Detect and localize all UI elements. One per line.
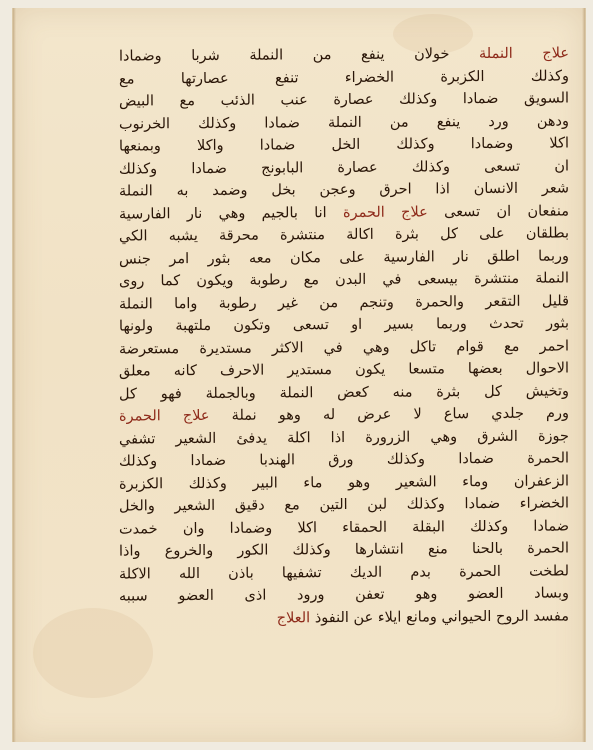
- manuscript-line: [119, 447, 569, 473]
- text-run: جوزة الشرق وهي الزرورة اذا اكلة يدفئ الشعير تشفي: [118, 427, 570, 448]
- manuscript-line: [119, 200, 569, 226]
- manuscript-line: [119, 402, 569, 428]
- text-run: ان تسعى وكذلك عصارة البابونج ضمادا وكذلك: [118, 157, 570, 178]
- text-run: خولان ينفع من النملة شربا وضمادا: [118, 46, 480, 65]
- manuscript-page: [12, 8, 586, 742]
- text-run: لطخت الحمرة بدم الديك تشفيها باذن الله الاكلة: [118, 562, 570, 583]
- manuscript-line: [119, 582, 569, 608]
- manuscript-text-block: [119, 44, 569, 629]
- rubric-heading: علاج النملة: [478, 45, 570, 63]
- text-run: وتخيش كل بثرة منه كعض النملة وبالجملة فهو كل: [118, 382, 570, 403]
- manuscript-line: [119, 87, 569, 113]
- manuscript-line: [119, 132, 569, 158]
- text-run: وكذلك الكزبرة الخضراء تنفع عصارتها مع: [118, 67, 570, 88]
- manuscript-line: [119, 110, 569, 136]
- text-run: بطلقان على كل بثرة اكالة منتشرة محرقة يشبه الكي: [118, 225, 570, 245]
- text-run: النملة منتشرة بيسعى في البدن مع رطوبة ويكون كما روى: [118, 270, 570, 290]
- manuscript-line: [119, 605, 569, 631]
- manuscript-line: [119, 177, 569, 203]
- text-run: وربما اطلق نار الفارسية على مكان معه بثور امر جنس: [118, 247, 570, 268]
- text-run: الحمرة بالحنا منع انتشارها وكذلك الكور والخروع واذا: [118, 540, 570, 560]
- text-run: السويق ضمادا وكذلك عصارة عنب الذئب مع البيض: [118, 90, 570, 110]
- manuscript-line: [119, 65, 569, 91]
- rubric-heading: العلاج: [276, 609, 311, 626]
- manuscript-line: [119, 470, 569, 496]
- text-run: الزعفران وماء الشعير وهو ماء البير وكذلك الكزبرة: [118, 472, 570, 493]
- manuscript-line: [119, 537, 569, 563]
- text-run: بثور تحدث وربما بسير او تسعى وتكون ملتهبة ولونها: [118, 315, 570, 335]
- text-run: شعر الانسان اذا احرق وعجن بخل وضمد به النملة: [118, 180, 570, 200]
- manuscript-line: [119, 155, 569, 181]
- manuscript-line: [119, 290, 569, 316]
- text-run: الخضراء ضمادا وكذلك لبن التين مع دقيق الشعير والخل: [118, 495, 570, 515]
- page-edge-right: [582, 8, 585, 742]
- text-run: منفعان ان تسعى: [427, 202, 570, 220]
- text-run: ودهن ورد ينفع من النملة ضمادا وكذلك الخرنوب: [118, 112, 570, 133]
- text-run: مفسد الروح الحيواني ومانع ايلاء عن النفوذ: [310, 607, 570, 626]
- text-run: الاحوال بعضها متسعا يكون مستدير الاحرف كانه معلق: [118, 360, 570, 380]
- manuscript-line: [119, 335, 569, 361]
- manuscript-line: [119, 357, 569, 383]
- manuscript-line: [119, 222, 569, 248]
- page-edge-left: [13, 8, 16, 742]
- manuscript-line: [119, 515, 569, 541]
- text-run: وبساد العضو وهو تعفن ورود اذى العضو سببه: [118, 585, 570, 605]
- manuscript-line: [119, 312, 569, 338]
- manuscript-line: [119, 245, 569, 271]
- manuscript-line: [119, 267, 569, 293]
- manuscript-line: [119, 492, 569, 518]
- manuscript-line: [119, 42, 569, 68]
- text-run: الحمرة ضمادا وكذلك ورق الهندبا ضمادا وكذلك: [118, 450, 570, 470]
- rubric-heading: علاج الحمرة: [118, 407, 210, 425]
- text-run: انا بالجيم وهي نار الفارسية: [118, 204, 344, 223]
- text-run: ضمادا وكذلك البقلة الحمقاء اكلا وضمادا وان خمدت: [118, 517, 570, 538]
- text-run: اكلا وضمادا وكذلك الخل ضمادا واكلا وبمنعها: [118, 135, 570, 155]
- manuscript-line: [119, 425, 569, 451]
- text-run: قليل التقعر والحمرة وتنجم من غير رطوبة واما النملة: [118, 292, 570, 313]
- text-run: احمر مع قوام تاكل وهي في الاكثر مستديرة مستعرضة: [118, 337, 570, 358]
- manuscript-line: [119, 380, 569, 406]
- rubric-heading: علاج الحمرة: [342, 203, 428, 221]
- manuscript-line: [119, 560, 569, 586]
- text-run: ورم جلدي ساع لا عرض له وهو نملة: [209, 405, 570, 424]
